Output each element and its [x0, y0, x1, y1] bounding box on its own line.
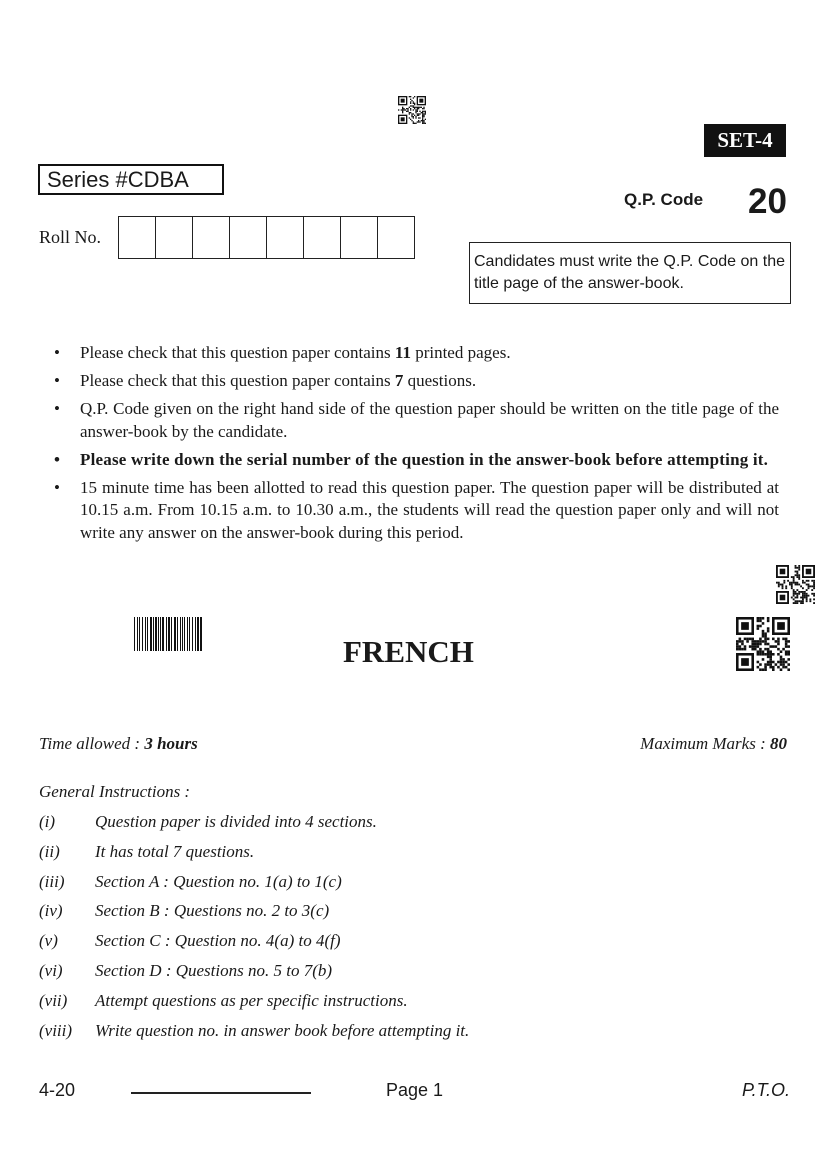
instruction-item [54, 342, 779, 365]
general-instruction-item [39, 842, 469, 872]
qr-code-icon [736, 617, 790, 671]
series-text: Series #CDBA [47, 166, 189, 192]
roll-number-box[interactable] [340, 216, 378, 259]
qp-code-value: 20 [748, 182, 787, 221]
footer-divider [131, 1092, 311, 1094]
general-instruction-text: Write question no. in answer book before attempting it. [95, 1020, 470, 1040]
maximum-marks-value: 80 [770, 734, 787, 753]
instruction-text: Please write down the serial number of the question in the answer-book before attempting it. [80, 449, 769, 469]
instruction-item [54, 398, 779, 443]
time-allowed-label: Time allowed : [39, 734, 145, 753]
bullet-icon: • [54, 399, 60, 418]
candidates-note [469, 242, 791, 304]
subject-title: FRENCH [343, 634, 474, 669]
general-instruction-text: Attempt questions as per specific instructions. [95, 990, 408, 1010]
general-instruction-number: (v) [39, 931, 58, 951]
general-instruction-number: (ii) [39, 841, 60, 861]
instruction-item [54, 370, 779, 393]
roll-number-label: Roll No. [39, 227, 102, 247]
general-instructions-heading: General Instructions : [39, 782, 191, 801]
general-instruction-text: Question paper is divided into 4 sections. [95, 812, 377, 831]
general-instruction-item [39, 991, 469, 1021]
instruction-item [54, 477, 779, 545]
series-label [38, 164, 224, 195]
instruction-text: Please check that this question paper contains 7 questions. [80, 371, 477, 390]
instructions-list [54, 342, 779, 550]
qp-code-label: Q.P. Code [624, 190, 704, 209]
time-allowed-value: 3 hours [144, 734, 198, 753]
general-instruction-text: It has total 7 questions. [95, 841, 255, 861]
roll-number-box[interactable] [266, 216, 304, 259]
general-instruction-number: (i) [39, 812, 56, 831]
roll-number-box[interactable] [229, 216, 267, 259]
roll-number-box[interactable] [192, 216, 230, 259]
set-badge: SET-4 [704, 124, 786, 157]
general-instruction-number: (iv) [39, 901, 63, 921]
bullet-icon: • [54, 477, 60, 497]
instruction-item [54, 449, 779, 472]
instruction-text: Q.P. Code given on the right hand side of the question paper should be written on the title page of the answer-book by the candidate. [80, 399, 779, 441]
general-instruction-item [39, 931, 469, 961]
general-instruction-item [39, 901, 469, 931]
general-instruction-item [39, 872, 469, 902]
general-instruction-number: (iii) [39, 871, 65, 891]
roll-number-box[interactable] [303, 216, 341, 259]
general-instruction-item [39, 1021, 469, 1051]
bullet-icon: • [54, 371, 60, 390]
roll-number-box[interactable] [377, 216, 415, 259]
general-instruction-text: Section D : Questions no. 5 to 7(b) [95, 960, 333, 980]
general-instruction-item [39, 961, 469, 991]
instruction-text: 15 minute time has been allotted to read this question paper. The question paper will be distributed at 10.15 a.m. From 10.15 a.m. to 10.30 a.m., the students will read the question paper only and will not write any answer on the answer-book during this period. [80, 477, 779, 542]
maximum-marks [640, 734, 787, 754]
general-instruction-text: Section C : Question no. 4(a) to 4(f) [95, 931, 341, 951]
footer-pto: P.T.O. [741, 1080, 790, 1100]
general-instruction-number: (viii) [39, 1020, 73, 1040]
roll-number-box[interactable] [155, 216, 193, 259]
barcode-icon [134, 617, 204, 651]
roll-number-box[interactable] [118, 216, 156, 259]
qr-code-icon [776, 565, 815, 604]
qr-code-icon [398, 96, 426, 124]
general-instruction-text: Section A : Question no. 1(a) to 1(c) [95, 871, 342, 891]
general-instruction-number: (vi) [39, 960, 63, 980]
maximum-marks-label: Maximum Marks : [640, 734, 770, 753]
bullet-icon: • [54, 449, 61, 469]
general-instruction-text: Section B : Questions no. 2 to 3(c) [95, 901, 330, 921]
bullet-icon: • [54, 343, 60, 362]
footer-page-number: Page 1 [386, 1080, 444, 1100]
candidates-note-text: Candidates must write the Q.P. Code on the title page of the answer-book. [474, 253, 785, 292]
general-instruction-number: (vii) [39, 990, 68, 1010]
roll-number-boxes [118, 216, 415, 259]
time-allowed [39, 734, 198, 754]
instruction-text: Please check that this question paper contains 11 printed pages. [80, 343, 511, 362]
general-instruction-item [39, 812, 469, 842]
general-instructions-list [39, 812, 469, 1050]
footer-code: 4-20 [39, 1080, 76, 1100]
